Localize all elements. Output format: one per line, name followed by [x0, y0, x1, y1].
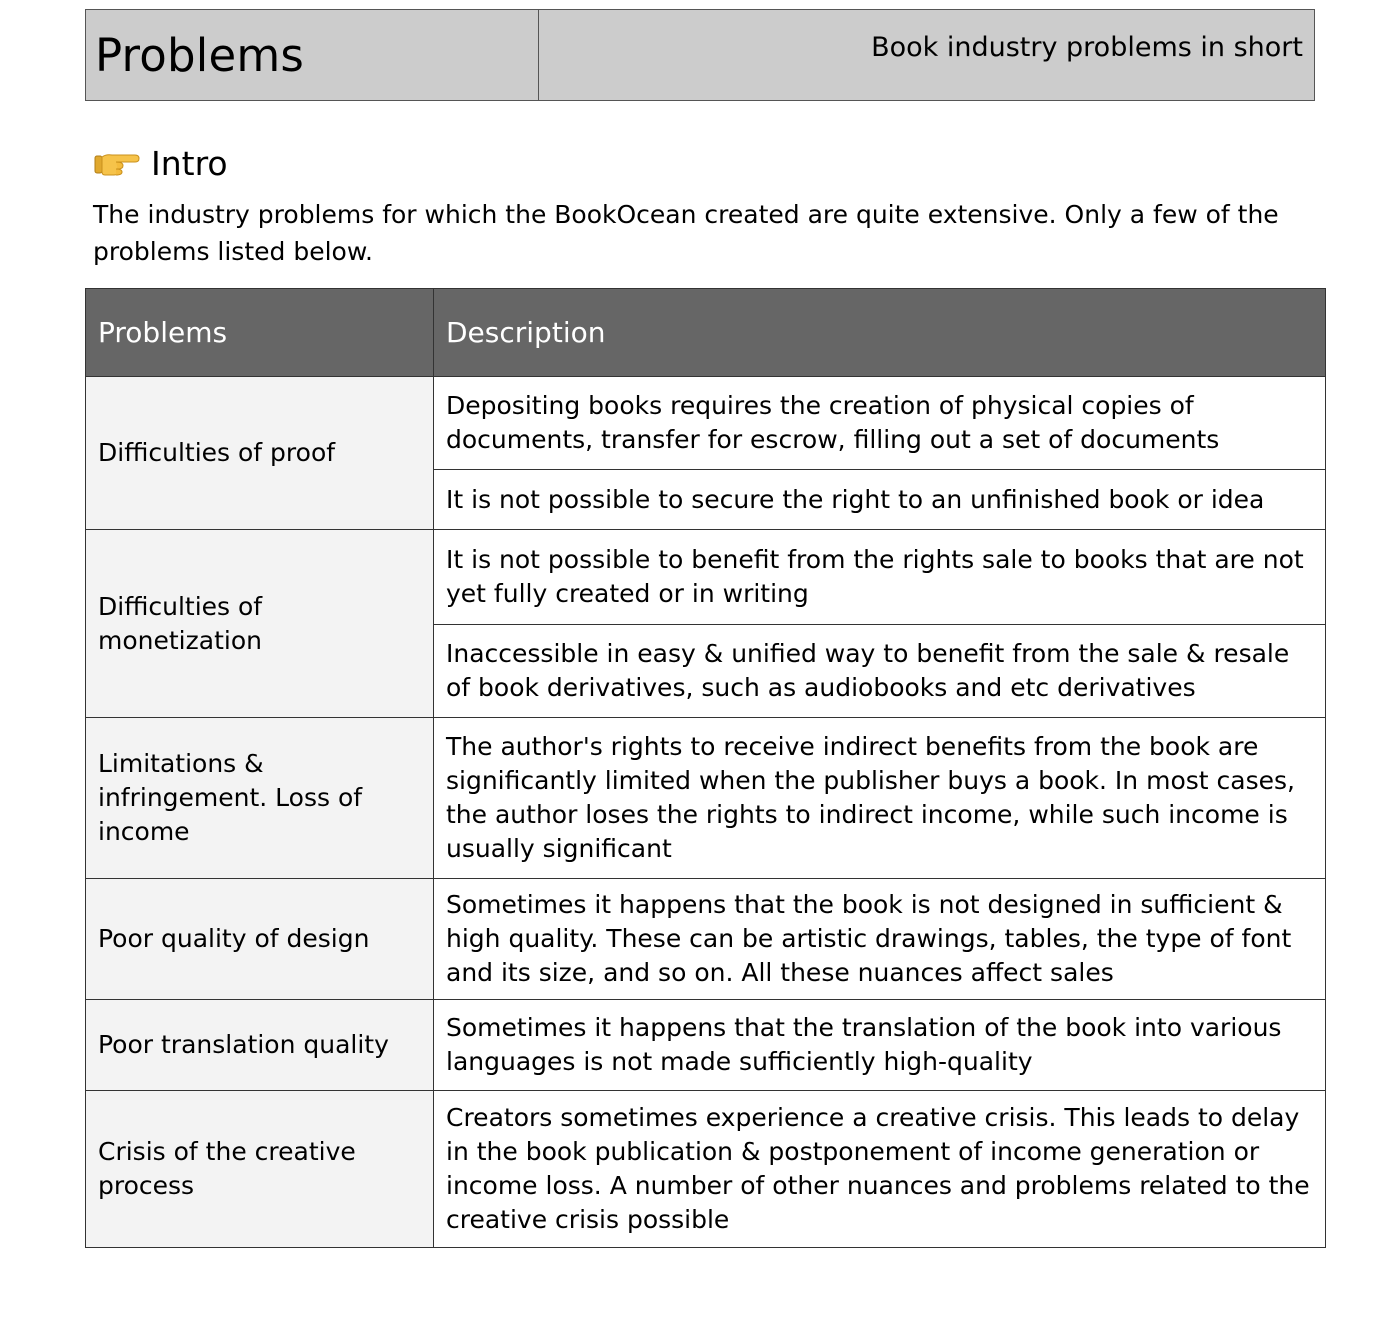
problem-cell: Difficulties of proof: [86, 377, 434, 530]
page-subtitle: Book industry problems in short: [871, 32, 1303, 63]
page-title: Problems: [86, 10, 539, 100]
page-header: [85, 9, 1315, 101]
description-cell: Sometimes it happens that the book is not designed in sufficient & high quality. These can be artistic drawings, tables, the type of font and its size, and so on. All these nuances affect sales: [434, 879, 1326, 1000]
problem-cell: Poor quality of design: [86, 879, 434, 1000]
table-row: [86, 879, 1326, 1000]
column-header-problems: Problems: [86, 289, 434, 377]
pointing-right-hand-icon: [94, 145, 140, 181]
description-cell: Sometimes it happens that the translation of the book into various languages is not made sufficiently high-quality: [434, 1000, 1326, 1091]
description-cell: The author's rights to receive indirect benefits from the book are significantly limited when the publisher buys a book. In most cases, the author loses the rights to indirect income, while such income is usually significant: [434, 718, 1326, 879]
intro-heading-text: Intro: [151, 143, 228, 183]
column-header-description: Description: [434, 289, 1326, 377]
table-row: [86, 377, 1326, 470]
intro-heading: [94, 138, 228, 188]
problems-table: [85, 288, 1326, 1248]
intro-paragraph: The industry problems for which the BookOcean created are quite extensive. Only a few of the problems listed below.: [93, 200, 1279, 266]
table-row: [86, 1091, 1326, 1248]
problem-cell: Crisis of the creative process: [86, 1091, 434, 1248]
problem-cell: Poor translation quality: [86, 1000, 434, 1091]
description-cell: Depositing books requires the creation of physical copies of documents, transfer for escrow, filling out a set of documents: [434, 377, 1326, 470]
table-header-row: [86, 289, 1326, 377]
table-row: [86, 718, 1326, 879]
problem-cell: Limitations & infringement. Loss of income: [86, 718, 434, 879]
table-row: [86, 530, 1326, 625]
table-row: [86, 1000, 1326, 1091]
description-cell: It is not possible to secure the right to an unfinished book or idea: [434, 470, 1326, 530]
description-cell: Creators sometimes experience a creative crisis. This leads to delay in the book publication & postponement of income generation or income loss. A number of other nuances and problems related to the creative crisis possible: [434, 1091, 1326, 1248]
description-cell: Inaccessible in easy & unified way to benefit from the sale & resale of book derivatives, such as audiobooks and etc derivatives: [434, 625, 1326, 718]
description-cell: It is not possible to benefit from the rights sale to books that are not yet fully created or in writing: [434, 530, 1326, 625]
problem-cell: Difficulties of monetization: [86, 530, 434, 718]
